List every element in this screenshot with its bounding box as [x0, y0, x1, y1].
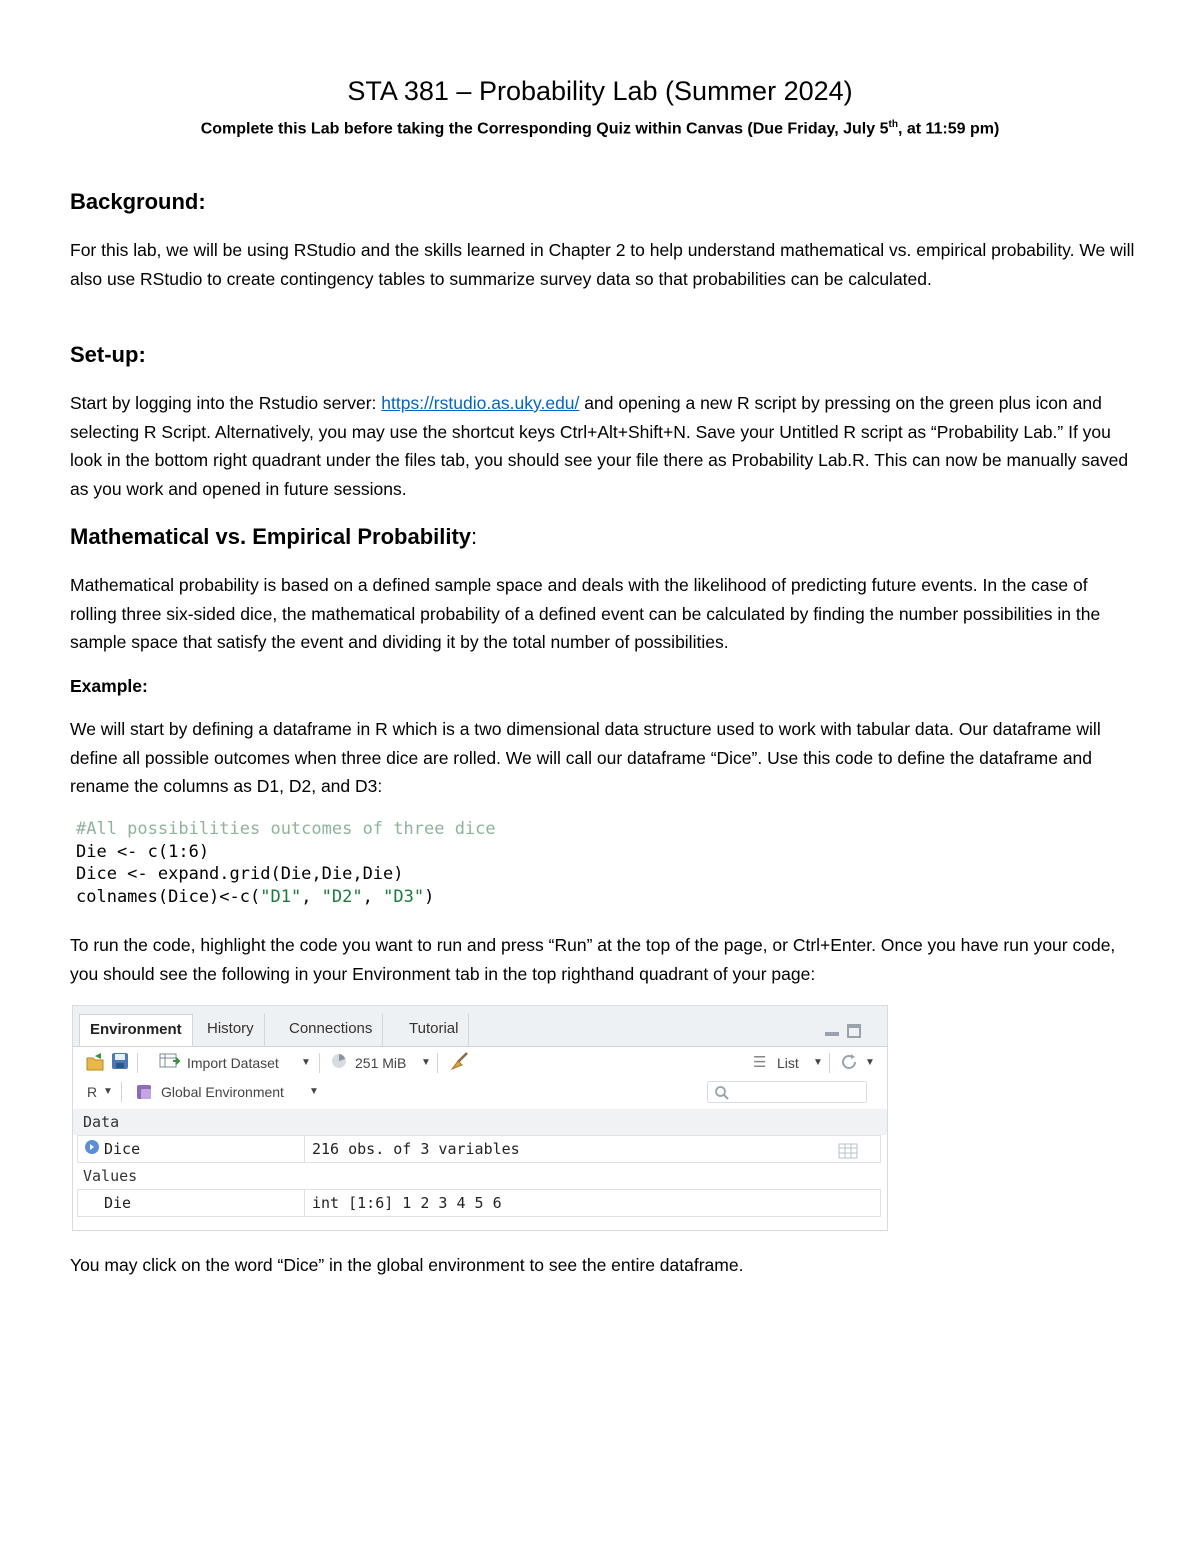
search-icon: [714, 1085, 730, 1101]
environment-scope-bar: [73, 1078, 887, 1106]
code-line-3: Dice <- expand.grid(Die,Die,Die): [76, 864, 404, 884]
example-label: Example:: [70, 676, 148, 696]
memory-usage-label[interactable]: 251 MiB: [355, 1055, 407, 1071]
example-paragraph: We will start by defining a dataframe in R which is a two dimensional data structure used to work with tabular data. Our dataframe will define all possible outcomes when three dice are rolled. We will call our dataframe “Dice”. Use this code to define the dataframe and rename the columns as D1, D2, and D3:: [70, 719, 1101, 796]
values-section-header: Values: [73, 1163, 887, 1189]
maximize-icon[interactable]: [847, 1024, 861, 1038]
broom-icon[interactable]: [449, 1051, 471, 1075]
math-vs-empirical-heading: Mathematical vs. Empirical Probability:: [70, 524, 478, 549]
load-workspace-icon[interactable]: [85, 1052, 107, 1076]
toolbar-divider: [137, 1053, 138, 1073]
math-probability-paragraph: Mathematical probability is based on a defined sample space and deals with the likelihood of predicting future events. In the case of rolling three six-sided dice, the mathematical probability of a defined event can be calculated by finding the number possibilities in the sample space that satisfy the event and dividing it by the total number of possibilities.: [70, 575, 1101, 652]
environment-pane-screenshot: [72, 1005, 888, 1231]
tab-environment[interactable]: Environment: [79, 1014, 193, 1046]
code-comment: #All possibilities outcomes of three dice: [76, 819, 496, 839]
toolbar-divider: [319, 1053, 320, 1073]
chevron-down-icon[interactable]: ▼: [421, 1057, 431, 1068]
view-mode-dropdown[interactable]: List: [777, 1055, 799, 1071]
pane-tab-bar: [73, 1006, 887, 1047]
r-code-block: [76, 818, 496, 908]
environment-cube-icon: [135, 1083, 153, 1105]
environment-search-input[interactable]: [707, 1081, 867, 1103]
toolbar-divider: [437, 1053, 438, 1073]
tab-connections[interactable]: Connections: [279, 1014, 383, 1046]
code-line-4: colnames(Dice)<-c("D1", "D2", "D3"): [76, 886, 435, 907]
refresh-icon[interactable]: [839, 1052, 859, 1076]
import-dataset-button[interactable]: Import Dataset: [187, 1055, 279, 1071]
chevron-down-icon[interactable]: ▼: [103, 1086, 113, 1097]
toolbar-divider: [829, 1053, 830, 1073]
run-instructions-paragraph: To run the code, highlight the code you want to run and press “Run” at the top of the page, or Ctrl+Enter. Once you have run your code, you should see the following in your Environment tab in the top righthand quadrant of your page:: [70, 935, 1116, 984]
background-heading: Background:: [70, 189, 206, 214]
setup-heading: Set-up:: [70, 342, 146, 367]
variable-value: int [1:6] 1 2 3 4 5 6: [312, 1194, 502, 1212]
chevron-down-icon[interactable]: ▼: [301, 1057, 311, 1068]
background-paragraph: For this lab, we will be using RStudio and the skills learned in Chapter 2 to help understand mathematical vs. empirical probability. We will also use RStudio to create contingency tables to summarize survey data so that probabilities can be calculated.: [70, 240, 1135, 289]
chevron-down-icon[interactable]: ▼: [309, 1086, 319, 1097]
save-workspace-icon[interactable]: [111, 1052, 129, 1074]
setup-paragraph: Start by logging into the Rstudio server: https://rstudio.as.uky.edu/ and opening a new R script by pressing on the green plus icon and selecting R Script. Alternatively, you may use the shortcut keys Ctrl+Alt+Shift+N. Save your Untitled R script as “Probability Lab.” If you look in the bottom right quadrant under the files tab, you should see your file there as Probability Lab.R. This can now be manually saved as you work and opened in future sessions.: [70, 393, 1129, 499]
chevron-down-icon[interactable]: ▼: [813, 1057, 823, 1068]
variable-value: 216 obs. of 3 variables: [312, 1140, 520, 1158]
environment-toolbar: [73, 1049, 887, 1077]
import-dataset-icon[interactable]: [159, 1052, 181, 1074]
document-subtitle: Complete this Lab before taking the Corresponding Quiz within Canvas (Due Friday, July 5th, at 11:59 pm): [200, 119, 1000, 138]
expand-arrow-icon[interactable]: [84, 1137, 100, 1163]
toolbar-divider: [121, 1082, 122, 1102]
environment-scope-dropdown[interactable]: Global Environment: [161, 1084, 284, 1100]
tab-tutorial[interactable]: Tutorial: [399, 1014, 469, 1046]
closing-paragraph: You may click on the word “Dice” in the global environment to see the entire dataframe.: [70, 1255, 744, 1275]
minimize-icon[interactable]: [825, 1032, 839, 1036]
data-section-header: Data: [73, 1109, 887, 1135]
list-view-icon: ☰: [753, 1054, 767, 1071]
environment-row-die[interactable]: [77, 1189, 881, 1217]
environment-row-dice[interactable]: [77, 1135, 881, 1163]
code-line-2: Die <- c(1:6): [76, 841, 210, 862]
tab-history[interactable]: History: [197, 1014, 265, 1046]
variable-name[interactable]: Die: [104, 1194, 132, 1212]
language-dropdown[interactable]: R: [87, 1084, 98, 1100]
rstudio-server-link[interactable]: https://rstudio.as.uky.edu/: [381, 393, 580, 413]
variable-name[interactable]: Dice: [104, 1140, 141, 1158]
memory-pie-icon: [331, 1053, 347, 1073]
chevron-down-icon[interactable]: ▼: [865, 1057, 875, 1068]
document-title: STA 381 – Probability Lab (Summer 2024): [347, 76, 853, 106]
